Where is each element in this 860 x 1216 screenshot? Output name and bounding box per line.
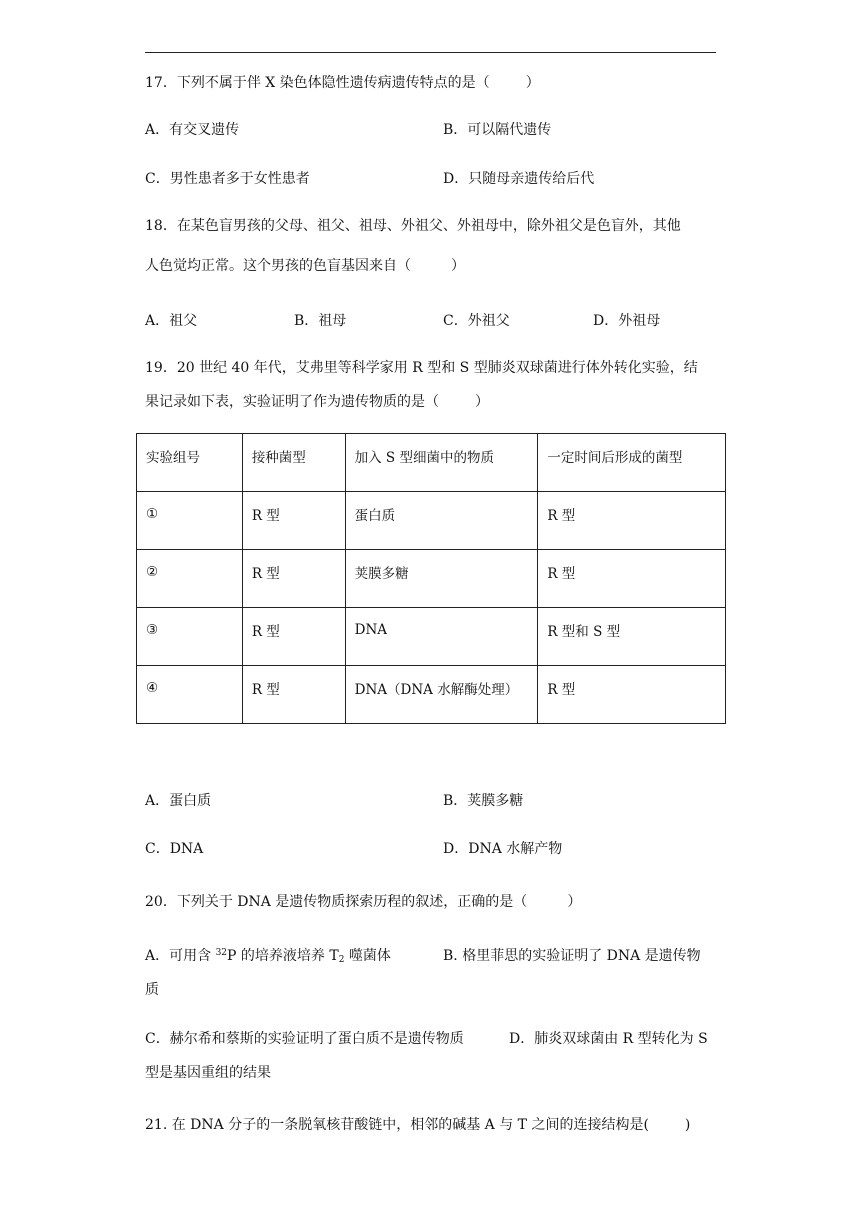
q19-option-a: A．蛋白质 (145, 793, 212, 809)
table-cell: 蛋白质 (345, 492, 538, 550)
q20-option-b-line2: 质 (145, 982, 159, 998)
table-cell: R 型 (242, 492, 345, 550)
q19-option-b: B．荚膜多糖 (443, 793, 524, 809)
table-cell: R 型 (242, 666, 345, 724)
q18-stem-line1: 18．在某色盲男孩的父母、祖父、祖母、外祖父、外祖母中，除外祖父是色盲外，其他 (145, 218, 681, 234)
q17-option-b: B．可以隔代遗传 (443, 122, 552, 138)
table-cell: ① (137, 492, 243, 550)
table-cell: DNA（DNA 水解酶处理） (345, 666, 538, 724)
table-cell: R 型 (242, 550, 345, 608)
q18-option-b: B．祖母 (294, 313, 347, 329)
table-cell: ② (137, 550, 243, 608)
q20-option-a: A．可用含 $^{32}$P 的培养液培养 $T_2$ 噬菌体 (145, 948, 391, 965)
table-cell: DNA (345, 608, 538, 666)
q17-stem: 17．下列不属于伴 X 染色体隐性遗传病遗传特点的是（ ） (145, 75, 540, 91)
table-header-cell: 接种菌型 (242, 434, 345, 492)
q18-stem-line2: 人色觉均正常。这个男孩的色盲基因来自（ ） (145, 258, 465, 274)
header-rule (145, 52, 716, 53)
table-cell: R 型 (538, 492, 726, 550)
table-header-cell: 加入 S 型细菌中的物质 (345, 434, 538, 492)
q17-option-c: C．男性患者多于女性患者 (145, 171, 310, 187)
q19-stem-line2: 果记录如下表，实验证明了作为遗传物质的是（ ） (145, 394, 489, 410)
q18-option-c: C．外祖父 (443, 313, 510, 329)
table-row (137, 550, 726, 608)
q20-option-c: C．赫尔希和蔡斯的实验证明了蛋白质不是遗传物质 (145, 1031, 464, 1047)
table-header-cell: 一定时间后形成的菌型 (538, 434, 726, 492)
q20-stem: 20．下列关于 DNA 是遗传物质探索历程的叙述，正确的是（ ） (145, 894, 582, 910)
table-cell: ③ (137, 608, 243, 666)
q20-option-b-line1: B. 格里菲思的实验证明了 DNA 是遗传物 (443, 948, 701, 964)
q21-stem: 21. 在 DNA 分子的一条脱氧核苷酸链中，相邻的碱基 A 与 T 之间的连接结构是( ) (145, 1117, 691, 1133)
q18-option-a: A．祖父 (145, 313, 198, 329)
table-row (137, 666, 726, 724)
q19-option-c: C．DNA (145, 841, 204, 857)
table-cell: R 型 (538, 666, 726, 724)
q20-option-d-line1: D．肺炎双球菌由 R 型转化为 S (509, 1031, 708, 1047)
q19-stem-line1: 19．20 世纪 40 年代，艾弗里等科学家用 R 型和 S 型肺炎双球菌进行体外转化实验，结 (145, 360, 698, 376)
q17-option-a: A．有交叉遗传 (145, 122, 240, 138)
table-cell: 荚膜多糖 (345, 550, 538, 608)
q20-option-d-line2: 型是基因重组的结果 (145, 1065, 271, 1081)
table-row (137, 492, 726, 550)
q19-option-d: D．DNA 水解产物 (443, 841, 563, 857)
experiment-table (136, 433, 726, 724)
table-cell: R 型 (538, 550, 726, 608)
table-header-cell: 实验组号 (137, 434, 243, 492)
table-cell: ④ (137, 666, 243, 724)
table-cell: R 型和 S 型 (538, 608, 726, 666)
table-header-row (137, 434, 726, 492)
table-cell: R 型 (242, 608, 345, 666)
q17-option-d: D．只随母亲遗传给后代 (443, 171, 595, 187)
table-row (137, 608, 726, 666)
q18-option-d: D．外祖母 (593, 313, 661, 329)
